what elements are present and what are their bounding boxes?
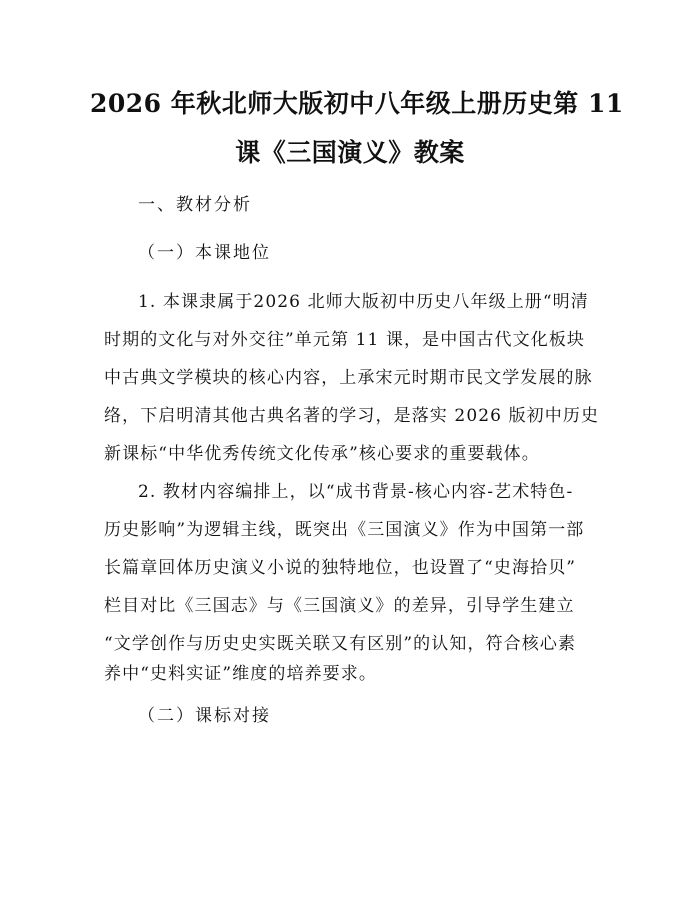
paragraph-2-line: “文学创作与历史史实既关联又有区别”的认知，符合核心素 — [104, 634, 577, 654]
paragraph-2-line: 栏目对比《三国志》与《三国演义》的差异，引导学生建立 — [104, 596, 575, 616]
paragraph-1-line: 时期的文化与对外交往”单元第 11 课，是中国古代文化板块 — [104, 330, 586, 350]
paragraph-1-line: 新课标“中华优秀传统文化传承”核心要求的重要载体。 — [104, 444, 540, 464]
subsection-heading-lesson-position: （一）本课地位 — [138, 243, 271, 263]
section-heading-textbook-analysis: 一、教材分析 — [138, 195, 252, 215]
document-title-line-2: 课《三国演义》教案 — [235, 138, 465, 167]
paragraph-1-line: 1. 本课隶属于2026 北师大版初中历史八年级上册“明清 — [138, 292, 589, 312]
subsection-heading-curriculum-alignment: （二）课标对接 — [138, 706, 271, 726]
paragraph-2-line: 2. 教材内容编排上，以“成书背景-核心内容-艺术特色- — [138, 482, 574, 502]
paragraph-2-line: 长篇章回体历史演义小说的独特地位，也设置了“史海拾贝” — [104, 558, 577, 578]
paragraph-1-line: 络，下启明清其他古典名著的学习，是落实 2026 版初中历史 — [104, 406, 600, 426]
paragraph-2-line: 养中“史料实证”维度的培养要求。 — [104, 664, 377, 684]
paragraph-2-line: 历史影响”为逻辑主线，既突出《三国演义》作为中国第一部 — [104, 520, 585, 540]
paragraph-1-line: 中古典文学模块的核心内容，上承宋元时期市民文学发展的脉 — [104, 368, 593, 388]
document-title-line-1: 2026 年秋北师大版初中八年级上册历史第 11 — [90, 89, 624, 118]
